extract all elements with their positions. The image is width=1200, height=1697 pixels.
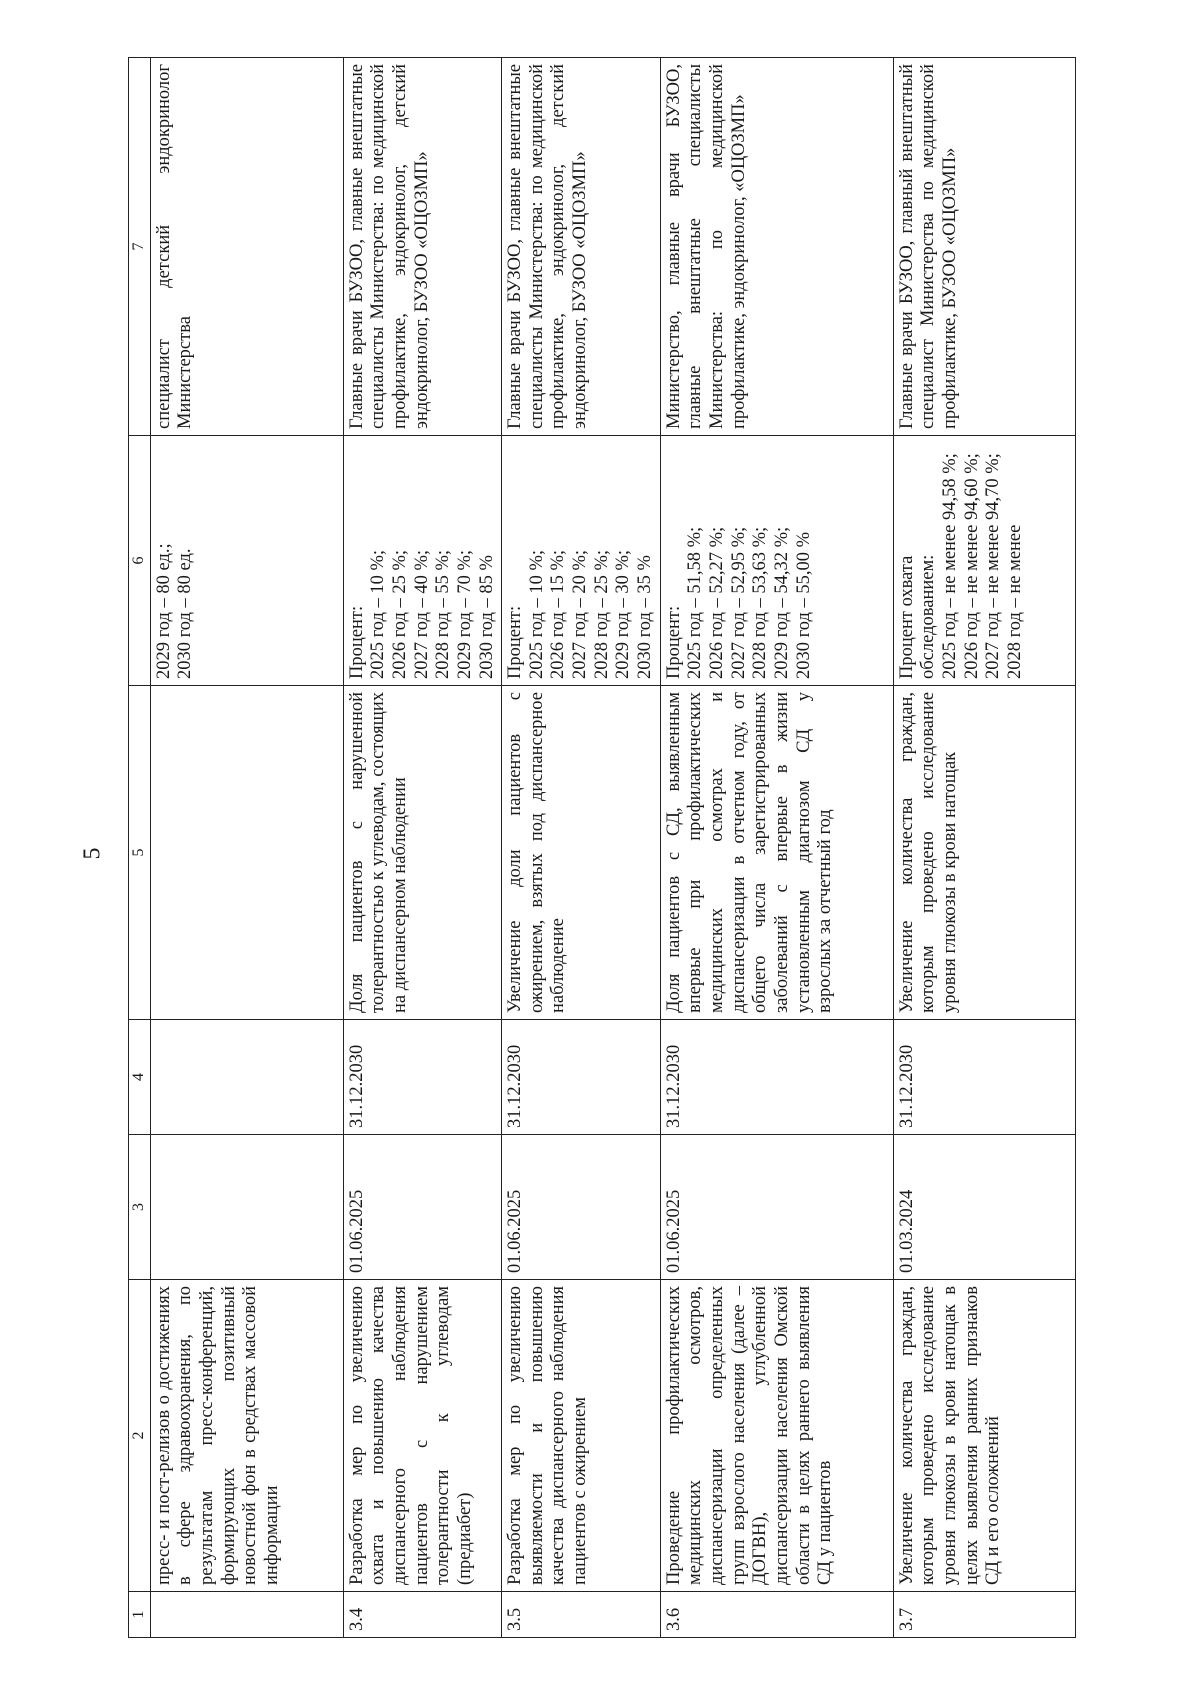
header-col-3: 3 [129, 1135, 151, 1280]
target-value-line: 2025 год – 10 %; [526, 549, 547, 679]
page-number: 5 [79, 847, 106, 860]
target-value-line: 2029 год – 30 %; [613, 549, 634, 679]
indicator-text: Увеличение количества граждан, которым проведено исследование уровня глюкозы в крови натощак [893, 686, 1075, 1020]
target-value-line: Процент: [346, 605, 367, 679]
measures-table [128, 57, 1076, 1638]
target-value-line: 2030 год – 85 % [476, 555, 497, 679]
target-value-line: 2030 год – 80 ед. [175, 548, 196, 679]
target-value-line: 2028 год – 25 %; [591, 549, 612, 679]
action-text: Разработка мер по увеличению выявляемости и повышению качества диспансерного наблюдения пациентов с ожирением [502, 1280, 660, 1592]
header-col-4: 4 [129, 1020, 151, 1135]
indicator-text: Увеличение доли пациентов с ожирением, взятых под диспансерное наблюдение [502, 686, 660, 1020]
target-value-line: 2025 год – не менее 94,58 %; [939, 453, 960, 679]
target-value-line: Процент: [663, 605, 684, 679]
start-date: 01.03.2024 [893, 1135, 1075, 1280]
row-number: 3.4 [343, 1592, 501, 1638]
start-date: 01.06.2025 [660, 1135, 893, 1280]
target-value-line: 2026 год – не менее 94,60 %; [961, 453, 982, 679]
action-text: Разработка мер по увеличению охвата и повышению качества диспансерного наблюдения пациентов с нарушением толерантности к углеводам (предиабет) [343, 1280, 501, 1592]
responsible-text: Министерство, главные врачи БУЗОО, главные внештатные специалисты Министерства: по медицинской профилактике, эндокринолог, «ОЦОЗМП» [660, 58, 893, 436]
target-values [150, 436, 343, 686]
indicator-text [150, 686, 343, 1020]
header-col-1: 1 [129, 1592, 151, 1638]
target-value-line: 2030 год – 55,00 % [793, 531, 814, 679]
row-number: 3.7 [893, 1592, 1075, 1638]
end-date: 31.12.2030 [893, 1020, 1075, 1135]
target-values [660, 436, 893, 686]
target-value-line: 2030 год – 35 % [635, 555, 656, 679]
table-row [893, 58, 1075, 1638]
responsible-text: Главные врачи БУЗОО, главный внештатный специалист Министерства по медицинской профилактике, БУЗОО «ОЦОЗМП» [893, 58, 1075, 436]
end-date: 31.12.2030 [343, 1020, 501, 1135]
target-values [893, 436, 1075, 686]
target-value-line: 2029 год – 54,32 %; [771, 526, 792, 679]
target-value-line: 2026 год – 25 %; [390, 549, 410, 679]
target-value-line: 2026 год – 15 %; [548, 549, 569, 679]
target-values [343, 436, 501, 686]
rotated-table-wrapper [128, 58, 1093, 1638]
indicator-text: Доля пациентов с нарушенной толерантностью к углеводам, состоящих на диспансерном наблюдении [343, 686, 501, 1020]
row-number: 3.6 [660, 1592, 893, 1638]
target-value-line: 2027 год – 20 %; [570, 549, 591, 679]
start-date [150, 1135, 343, 1280]
target-value-line: 2027 год – 52,95 %; [728, 526, 749, 679]
target-value-line: 2025 год – 10 %; [368, 549, 389, 679]
responsible-text: Главные врачи БУЗОО, главные внештатные специалисты Министерства: по медицинской профилактике, эндокринолог, детский эндокринолог, БУЗОО «ОЦОЗМП» [502, 58, 660, 436]
row-number: 3.5 [502, 1592, 660, 1638]
table-row [343, 58, 501, 1638]
header-col-5: 5 [129, 686, 151, 1020]
action-text: Увеличение количества граждан, которым проведено исследование уровня глюкозы в крови натощак в целях выявления ранних признаков СД и его осложнений [893, 1280, 1075, 1592]
target-value-line: 2029 год – 70 %; [454, 549, 475, 679]
header-col-7: 7 [129, 58, 151, 436]
header-col-2: 2 [129, 1280, 151, 1592]
action-text: Проведение профилактических медицинских осмотров, диспансеризации определенных групп взрослого населения (далее – ДОГВН), углубленной диспансеризации населения Омской области в целях раннего выявления СД у пациентов [660, 1280, 893, 1592]
end-date [150, 1020, 343, 1135]
table-header-row [129, 58, 151, 1638]
target-value-line: 2025 год – 51,58 %; [685, 526, 706, 679]
table-row-continued [150, 58, 343, 1638]
start-date: 01.06.2025 [343, 1135, 501, 1280]
table-row [660, 58, 893, 1638]
target-value-line: 2027 год – 40 %; [411, 549, 432, 679]
target-value-line: Процент: [505, 605, 526, 679]
header-col-6: 6 [129, 436, 151, 686]
table-row [502, 58, 660, 1638]
responsible-text: специалист детский эндокринолог Министерства [150, 58, 343, 436]
target-value-line: 2028 год – 53,63 %; [750, 526, 771, 679]
indicator-text: Доля пациентов с СД, выявленным впервые при профилактических медицинских осмотрах и диспансеризации в отчетном году, от общего числа зарегистрированных заболеваний с впервые в жизни установленным диагнозом СД у взрослых за отчетный год [660, 686, 893, 1020]
target-value-line: Процент охвата обследованием: [896, 554, 939, 679]
responsible-text: Главные врачи БУЗОО, главные внештатные специалисты Министерства: по медицинской профилактике, эндокринолог, детский эндокринолог, БУЗОО «ОЦОЗМП» [343, 58, 501, 436]
row-number [150, 1592, 343, 1638]
target-values [502, 436, 660, 686]
target-value-line: 2028 год – не менее [1004, 524, 1025, 679]
action-text: пресс- и пост-релизов о достижениях в сфере здравоохранения, по результатам пресс-конференций, формирующих позитивный новостной фон в средствах массовой информации [150, 1280, 343, 1592]
start-date: 01.06.2025 [502, 1135, 660, 1280]
target-value-line: 2029 год – 80 ед.; [153, 543, 174, 679]
target-value-line: 2028 год – 55 %; [433, 549, 454, 679]
end-date: 31.12.2030 [660, 1020, 893, 1135]
end-date: 31.12.2030 [502, 1020, 660, 1135]
target-value-line: 2026 год – 52,27 %; [706, 526, 727, 679]
target-value-line: 2027 год – не менее 94,70 %; [983, 453, 1004, 679]
